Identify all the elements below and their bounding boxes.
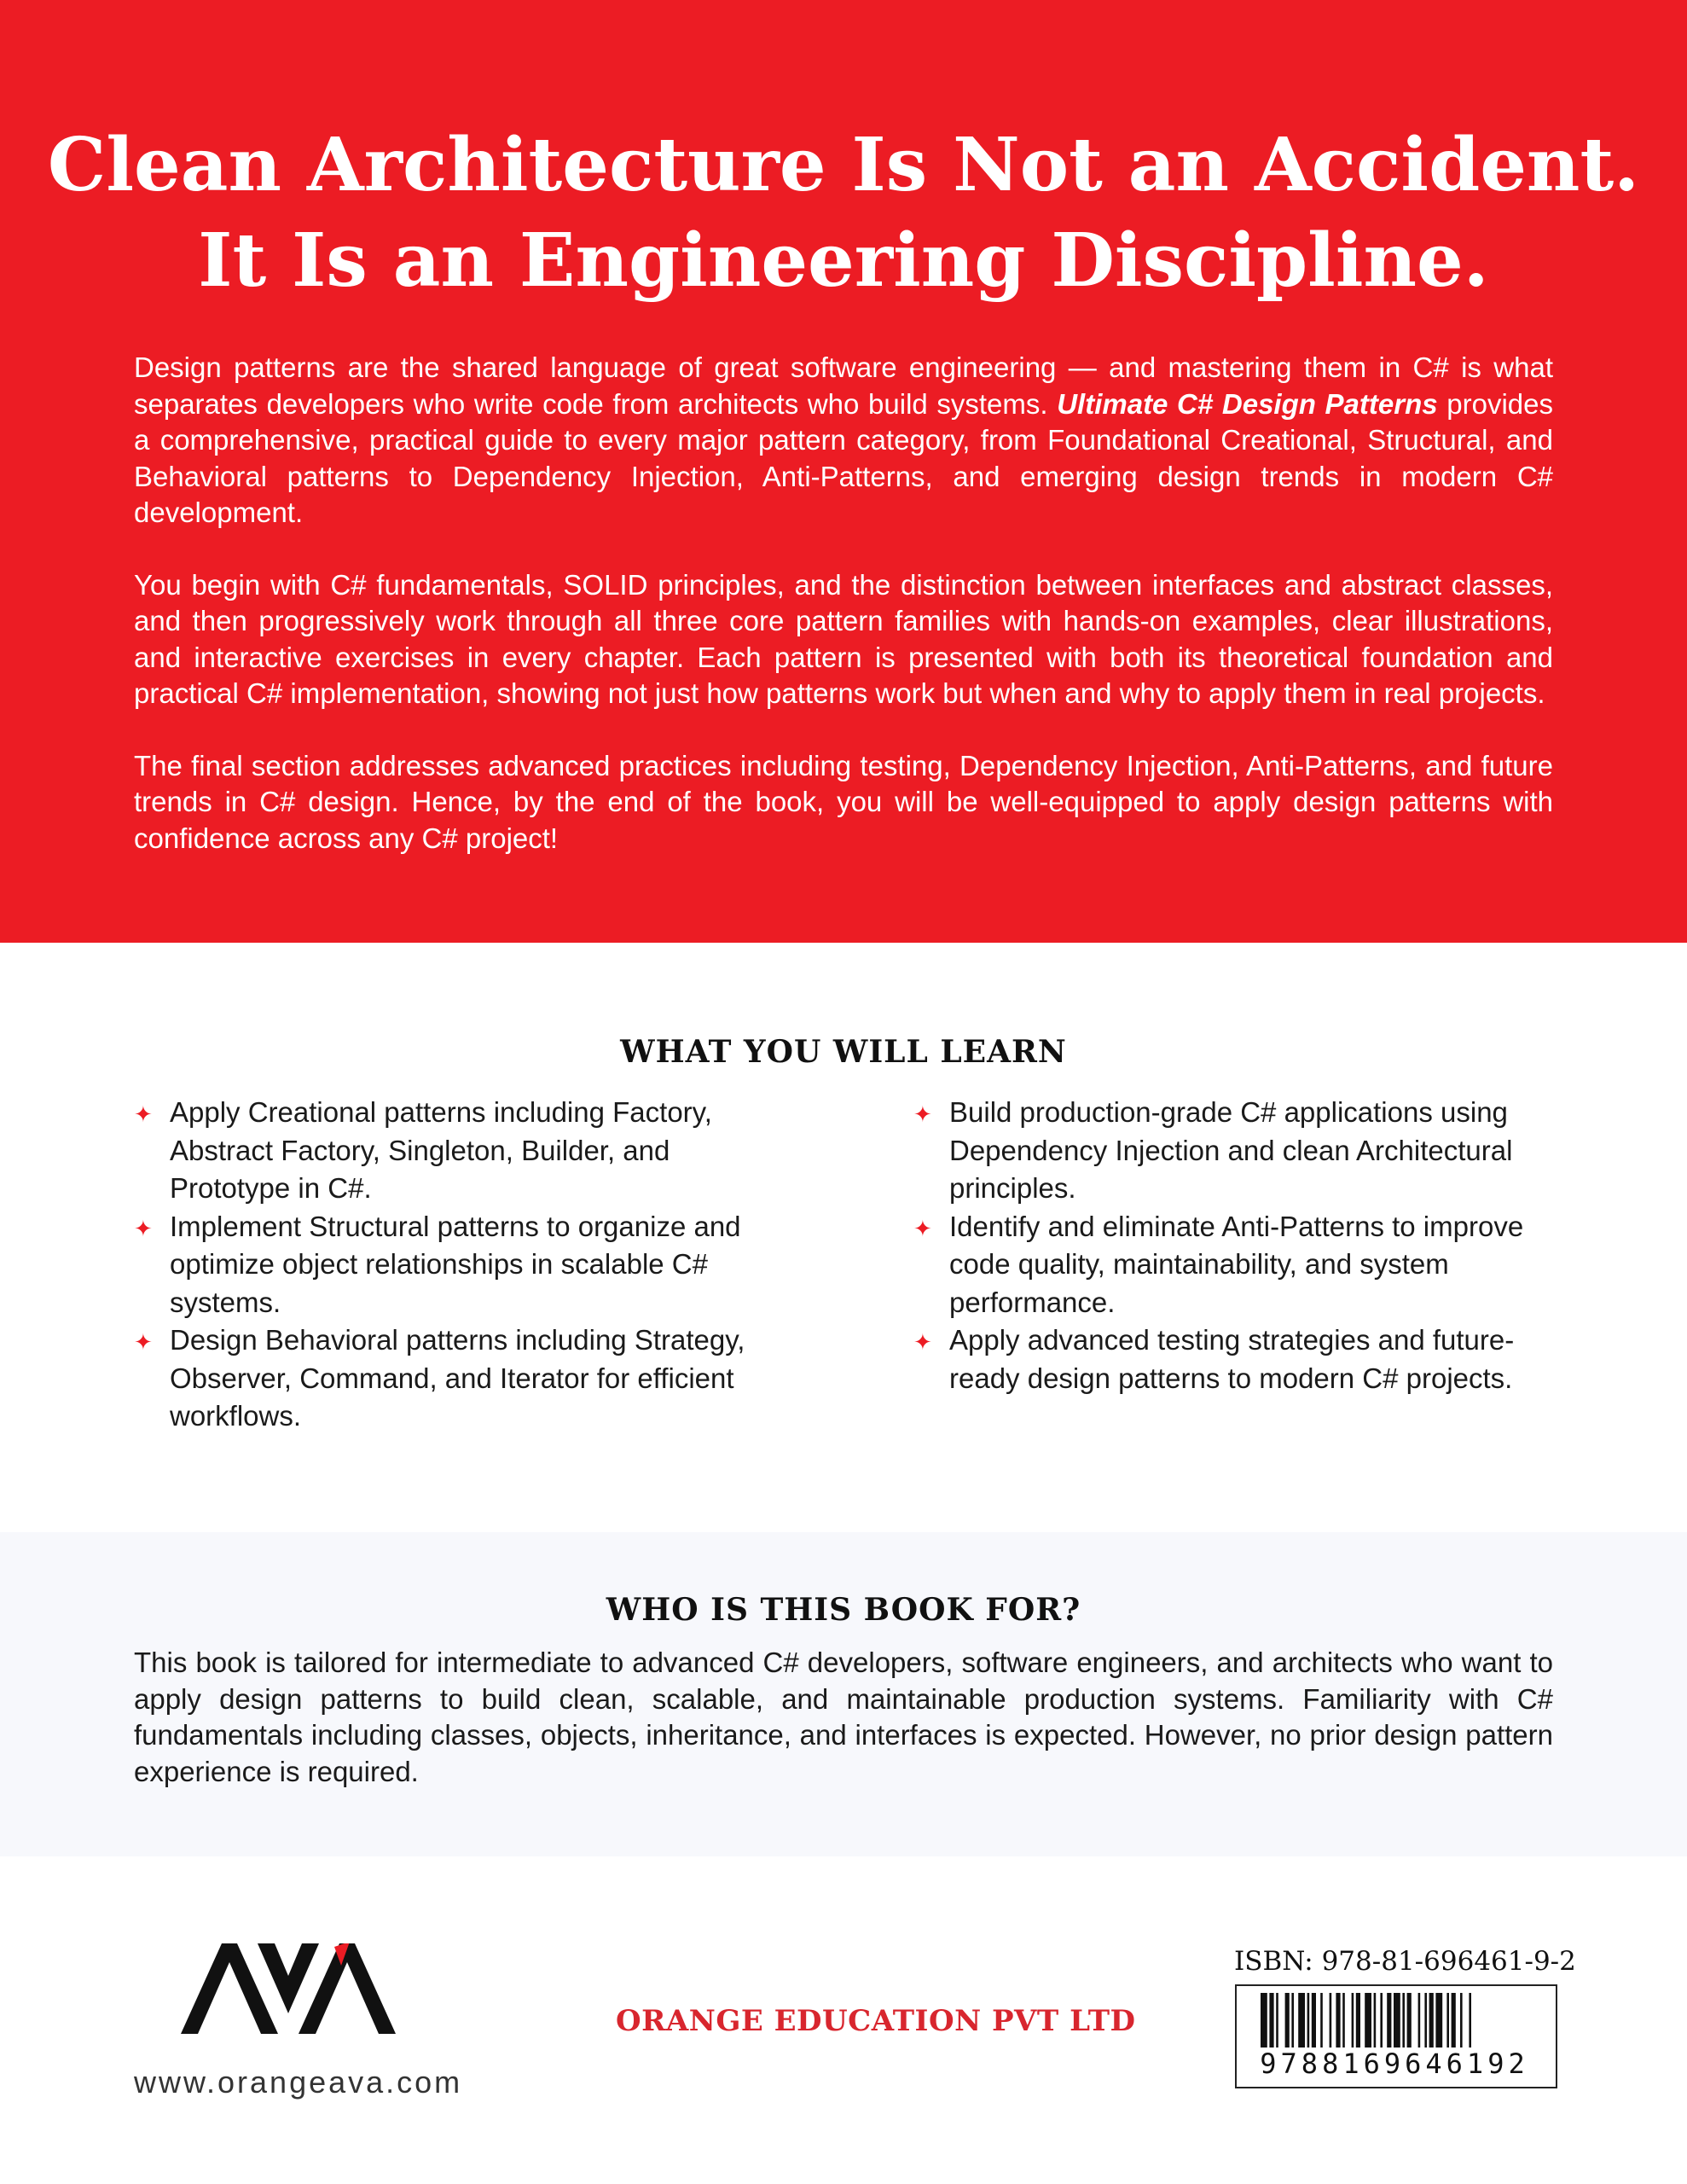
intro-p1-start: Design patterns are the shared language of great software engineering — and mastering them in C# is what separates developers who write code from architects who build systems.	[134, 351, 1553, 420]
website-link[interactable]: www.orangeava.com	[134, 2065, 463, 2100]
intro-paragraph-1	[134, 350, 1553, 531]
learn-item	[134, 1208, 782, 1322]
headline-line-1: Clean Architecture Is Not an Accident.	[47, 122, 1640, 208]
publisher-name: ORANGE EDUCATION PVT LTD	[616, 2004, 1136, 2038]
learn-list-left	[134, 1094, 782, 1436]
learn-item	[913, 1321, 1562, 1397]
audience-text: This book is tailored for intermediate to advanced C# developers, software engineers, and architects who want to apply design patterns to build clean, scalable, and maintainable production systems. Familiarity with C# fundamentals including classes, objects, inheritance, and interfaces is expected. However, no prior design pattern experience is required.	[134, 1647, 1553, 1787]
learn-item	[134, 1094, 782, 1208]
isbn-label: ISBN: 978-81-696461-9-2	[1234, 1946, 1576, 1977]
intro-paragraph-2: You begin with C# fundamentals, SOLID principles, and the distinction between interfaces and abstract classes, and then progressively work through all three core pattern families with hands-on examples, clear illustrations, and interactive exercises in every chapter. Each pattern is presented with both its theoretical foundation and practical C# implementation, showing not just how patterns work but when and why to apply them in real projects.	[134, 568, 1553, 709]
learn-item-text: Identify and eliminate Anti-Patterns to improve code quality, maintainability, and system performance.	[949, 1210, 1524, 1318]
audience-heading: WHO IS THIS BOOK FOR?	[606, 1592, 1081, 1628]
intro-text	[134, 350, 1553, 892]
barcode-digits: 9788169646192	[1238, 2048, 1551, 2080]
diamond-bullet-icon: ✦	[134, 1215, 153, 1241]
ava-logo-v	[258, 1943, 319, 2013]
headline	[0, 118, 1687, 309]
book-title-emphasis: Ultimate C# Design Patterns	[1057, 387, 1438, 420]
summary-section	[0, 0, 1687, 943]
learn-heading: WHAT YOU WILL LEARN	[620, 1034, 1067, 1070]
learn-item-text: Apply advanced testing strategies and future-ready design patterns to modern C# projects.	[949, 1324, 1515, 1394]
intro-paragraph-3: The final section addresses advanced practices including testing, Dependency Injection, Anti-Patterns, and future trends in C# design. Hence, by the end of the book, you will be well-equipped to apply design patterns with confidence across any C# project!	[134, 749, 1553, 854]
learn-item-text: Apply Creational patterns including Factory, Abstract Factory, Singleton, Builder, and Prototype in C#.	[170, 1096, 712, 1204]
learn-item-text: Build production-grade C# applications using Dependency Injection and clean Architectural principles.	[949, 1096, 1513, 1204]
diamond-bullet-icon: ✦	[134, 1329, 153, 1355]
headline-line-2: It Is an Engineering Discipline.	[198, 218, 1489, 304]
diamond-bullet-icon: ✦	[913, 1329, 932, 1355]
diamond-bullet-icon: ✦	[913, 1215, 932, 1241]
learn-item-text: Design Behavioral patterns including Strategy, Observer, Command, and Iterator for efficient workflows.	[170, 1324, 745, 1432]
ava-logo-a-right	[299, 1943, 396, 2034]
ava-logo-a-left	[181, 1943, 278, 2034]
learn-item	[913, 1094, 1562, 1208]
learn-list-right	[913, 1094, 1562, 1397]
learn-item-text: Implement Structural patterns to organize and optimize object relationships in scalable C# systems.	[170, 1210, 741, 1318]
diamond-bullet-icon: ✦	[134, 1101, 153, 1127]
learn-item	[913, 1208, 1562, 1322]
diamond-bullet-icon: ✦	[913, 1101, 932, 1127]
learn-item	[134, 1321, 782, 1436]
ava-logo-icon	[181, 1943, 396, 2034]
intro-p1-end: provides a comprehensive, practical guide to every major pattern category, from Foundational Creational, Structural, and Behavioral patterns to Dependency Injection, Anti-Patterns, and emerging design trends in modern C# development.	[134, 387, 1553, 528]
